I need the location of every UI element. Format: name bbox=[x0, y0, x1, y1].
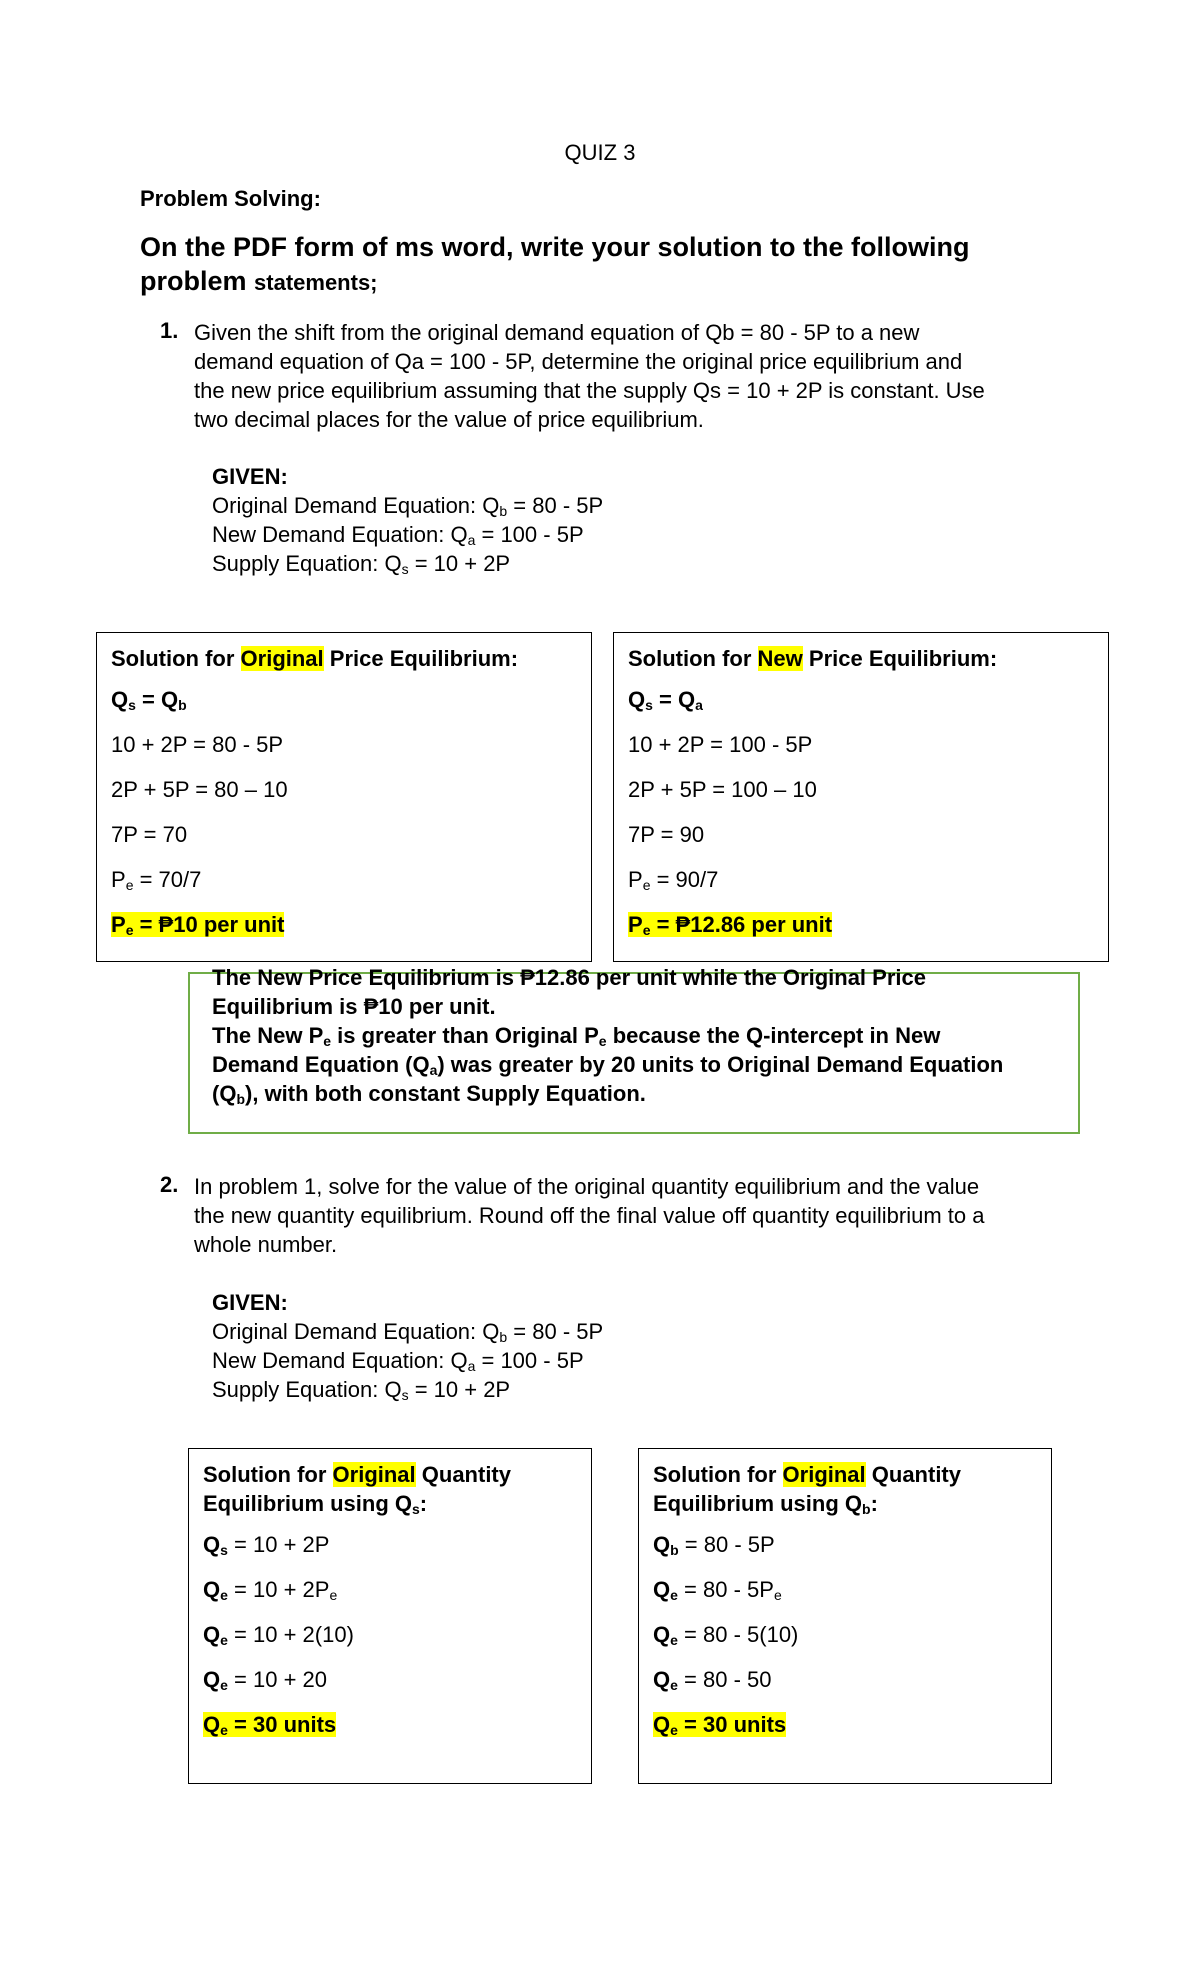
conclusion-line: The New $P_e$ is greater than Original $P_e$ because the Q-intercept in New bbox=[212, 1023, 941, 1049]
instruction-tail: statements; bbox=[254, 270, 378, 295]
problem-1-given bbox=[212, 462, 603, 578]
problem-2-line: the new quantity equilibrium. Round off the final value off quantity equilibrium to a bbox=[194, 1203, 985, 1228]
answer-quantity-qs: $Q_e = 30$ units bbox=[203, 1712, 337, 1738]
conclusion-line: $(Q_b)$, with both constant Supply Equation. bbox=[212, 1081, 646, 1107]
box-heading: Solution for Original Quantity Equilibrium using $Q_s$: bbox=[203, 1462, 511, 1517]
step: 2P + 5P = 100 – 10 bbox=[628, 777, 817, 802]
step: 7P = 90 bbox=[628, 822, 705, 847]
instruction bbox=[140, 230, 1040, 300]
step: $Q_e = 80 - 5(10)$ bbox=[653, 1622, 799, 1648]
problem-2-text bbox=[194, 1172, 1054, 1259]
conclusion-line: The New Price Equilibrium is ₱12.86 per unit while the Original Price bbox=[212, 965, 926, 990]
step: 2P + 5P = 80 – 10 bbox=[111, 777, 288, 802]
equation-qs-qb: $Q_s = Q_b$ bbox=[111, 687, 187, 713]
given-supply: Supply Equation: $Q_s = 10 + 2P$ bbox=[212, 1377, 511, 1403]
conclusion-text bbox=[212, 963, 1072, 1108]
conclusion-line: Equilibrium is ₱10 per unit. bbox=[212, 994, 496, 1019]
box-heading: Solution for Original Quantity Equilibrium using $Q_b$: bbox=[653, 1462, 961, 1517]
step: $Q_e = 10 + 20$ bbox=[203, 1667, 328, 1693]
given-new-demand: New Demand Equation: $Q_a = 100 - 5P$ bbox=[212, 1348, 584, 1374]
given-original-demand: Original Demand Equation: $Q_b = 80 - 5P$ bbox=[212, 1319, 604, 1345]
problem-2-line: In problem 1, solve for the value of the original quantity equilibrium and the value bbox=[194, 1174, 980, 1199]
step: 7P = 70 bbox=[111, 822, 188, 847]
step: $Q_e = 80 - 50$ bbox=[653, 1667, 772, 1693]
problem-1-line: Given the shift from the original demand equation of Qb = 80 - 5P to a new bbox=[194, 320, 920, 345]
step: $Q_e = 80 - 5P_e$ bbox=[653, 1577, 782, 1603]
answer-new-price: $P_e$ = ₱12.86 per unit bbox=[628, 912, 833, 938]
given-label: GIVEN: bbox=[212, 464, 288, 489]
given-label: GIVEN: bbox=[212, 1290, 288, 1315]
step: 10 + 2P = 100 - 5P bbox=[628, 732, 813, 757]
problem-1-line: demand equation of Qa = 100 - 5P, determine the original price equilibrium and bbox=[194, 349, 963, 374]
solution-quantity-qb-box bbox=[638, 1448, 1052, 1784]
answer-original-price: $P_e$ = ₱10 per unit bbox=[111, 912, 285, 938]
problem-2-number: 2. bbox=[160, 1172, 179, 1197]
step: $Q_b = 80 - 5P$ bbox=[653, 1532, 775, 1558]
problem-1-line: the new price equilibrium assuming that the supply Qs = 10 + 2P is constant. Use bbox=[194, 378, 985, 403]
answer-quantity-qb: $Q_e = 30$ units bbox=[653, 1712, 787, 1738]
given-new-demand: New Demand Equation: $Q_a = 100 - 5P$ bbox=[212, 522, 584, 548]
problem-2-given bbox=[212, 1288, 603, 1404]
step-pe: $P_e = 70/7$ bbox=[111, 867, 202, 893]
problem-1-line: two decimal places for the value of price equilibrium. bbox=[194, 407, 704, 432]
box-heading: Solution for Original Price Equilibrium: bbox=[111, 646, 519, 671]
step: 10 + 2P = 80 - 5P bbox=[111, 732, 284, 757]
step: $Q_e = 10 + 2P_e$ bbox=[203, 1577, 338, 1603]
solution-original-price-box bbox=[96, 632, 592, 962]
step-pe: $P_e = 90/7$ bbox=[628, 867, 719, 893]
problem-1-number: 1. bbox=[160, 318, 179, 343]
instruction-main: On the PDF form of ms word, write your solution to the following problem bbox=[140, 232, 970, 296]
step: $Q_e = 10 + 2(10)$ bbox=[203, 1622, 354, 1648]
box-heading: Solution for New Price Equilibrium: bbox=[628, 646, 998, 671]
given-original-demand: Original Demand Equation: $Q_b = 80 - 5P$ bbox=[212, 493, 604, 519]
step: $Q_s = 10 + 2P$ bbox=[203, 1532, 330, 1558]
given-supply: Supply Equation: $Q_s = 10 + 2P$ bbox=[212, 551, 511, 577]
page-title: QUIZ 3 bbox=[564, 140, 636, 165]
equation-qs-qa: $Q_s = Q_a$ bbox=[628, 687, 703, 713]
section-heading: Problem Solving: bbox=[140, 186, 321, 211]
conclusion-line: Demand Equation $(Q_a)$ was greater by 20 units to Original Demand Equation bbox=[212, 1052, 1004, 1078]
problem-1-text bbox=[194, 318, 1054, 434]
problem-2-line: whole number. bbox=[194, 1232, 338, 1257]
solution-quantity-qs-box bbox=[188, 1448, 592, 1784]
solution-new-price-box bbox=[613, 632, 1109, 962]
